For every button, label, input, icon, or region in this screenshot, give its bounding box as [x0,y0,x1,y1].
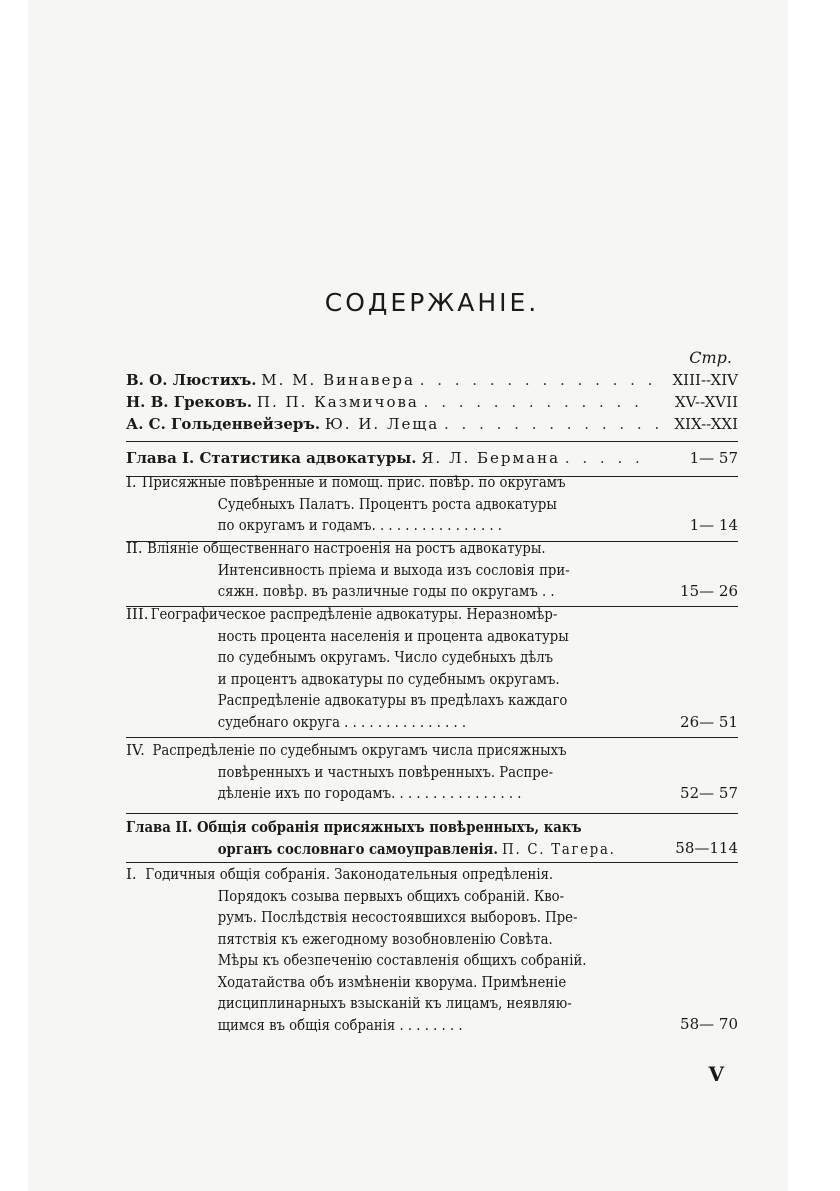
preface-pages: XV--XVII [674,393,738,411]
chapter-author: Я. Л. Бермана [421,449,561,467]
section-number: III. [126,605,149,623]
leader-dots: . . . . . . . . . . . . . . [419,371,657,389]
section-line: румъ. Послѣдствія несостоявшихся выборовъ. Пре- [217,908,578,926]
section-line: и процентъ адвокатуры по судебнымъ округамъ. [217,669,560,688]
section-line: Распредѣленіе по судебнымъ округамъ числа присяжныхъ [152,741,567,759]
leader-dots: . . . . . [564,449,644,467]
section-line: пятствія къ ежегодному возобновленію Совѣта. [217,929,553,948]
toc-section [126,538,738,603]
section-line: Ходатайства объ измѣненіи кворума. Примѣненіе [217,972,567,991]
preface-author: А. С. Гольденвейзеръ. [126,415,321,433]
section-line: Мѣры къ обезпеченію составленія общихъ собраній. [217,951,587,969]
section-pages: 58— 70 [680,1015,738,1033]
section-line: по округамъ и годамъ. . . . . . . . . . . . . . . . [217,516,502,534]
section-line: дисциплинарныхъ взысканій къ лицамъ, неявляю- [217,994,572,1012]
section-divider [126,737,738,738]
section-line: сяжн. повѣр. въ различные годы по округамъ . . [217,582,555,600]
section-line: повѣренныхъ и частныхъ повѣренныхъ. Распре- [217,762,554,781]
toc-section [126,472,738,537]
section-divider [126,813,738,814]
preface-writer: П. П. Казмичова [256,393,419,411]
section-number: I. [126,473,137,491]
preface-author: Н. В. Грековъ. [126,393,253,411]
section-divider [126,862,738,863]
section-line: по судебнымъ округамъ. Число судебныхъ дѣлъ [217,648,554,666]
section-line: Порядокъ созыва первыхъ общихъ собраній. Кво- [217,886,565,905]
section-line: дѣленіе ихъ по городамъ. . . . . . . . . . . . . . . . [217,784,522,802]
section-number: I. [126,865,137,883]
section-line: Годичныя общія собранія. Законодательныя опредѣленія. [145,865,554,883]
toc-section [126,604,738,733]
section-line: Географическое распредѣленіе адвокатуры. Неразномѣр- [150,605,558,623]
toc-section [126,864,738,1036]
preface-writer: М. М. Винавера [261,371,415,389]
chapter-heading [126,817,738,860]
section-pages: 1— 14 [689,516,738,534]
section-pages: 15— 26 [680,582,738,600]
section-line: ность процента населенія и процента адвокатуры [217,626,569,645]
toc-section [126,740,738,805]
leader-dots: . . . . . . . . . . . . . [444,415,664,433]
section-line: Распредѣленіе адвокатуры въ предѣлахъ каждаго [217,691,568,709]
chapter-pages: 58—114 [675,839,738,857]
section-pages: 52— 57 [680,784,738,802]
section-line: Интенсивность пріема и выхода изъ сословія при- [217,560,570,579]
chapter-label: Глава I. Статистика адвокатуры. [126,449,417,467]
section-line: Судебныхъ Палатъ. Процентъ роста адвокатуры [217,494,557,513]
preface-author: В. О. Люстихъ. [126,371,257,389]
page-folio: V [708,1062,724,1086]
preface-writer: Ю. И. Леща [324,415,440,433]
section-number: IV. [126,741,145,759]
section-line: Вліяніе общественнаго настроенія на ростъ адвокатуры. [147,539,546,557]
page-column-header: Стр. [689,348,732,367]
section-pages: 26— 51 [680,713,738,731]
section-line: щимся въ общія собранія . . . . . . . . [217,1015,463,1034]
chapter-author: П. С. Тагера. [502,839,616,858]
section-line: Присяжные повѣренные и помощ. прис. повѣр. по округамъ [141,473,566,491]
preface-pages: XIII--XIV [672,371,738,389]
section-number: II. [126,539,143,557]
chapter-label: Глава II. Общія собранія присяжныхъ повѣренныхъ, какъ [126,818,582,836]
section-line: судебнаго округа . . . . . . . . . . . . . . . [217,712,467,731]
contents-page [126,0,738,1191]
preface-pages: XIX--XXI [674,415,738,433]
leader-dots: . . . . . . . . . . . . . [423,393,643,411]
chapter-pages: 1— 57 [689,449,738,467]
section-divider [126,441,738,442]
chapter-label: органъ сословнаго самоуправленія. [217,839,498,858]
page-title: СОДЕРЖАНIЕ. [324,288,540,317]
